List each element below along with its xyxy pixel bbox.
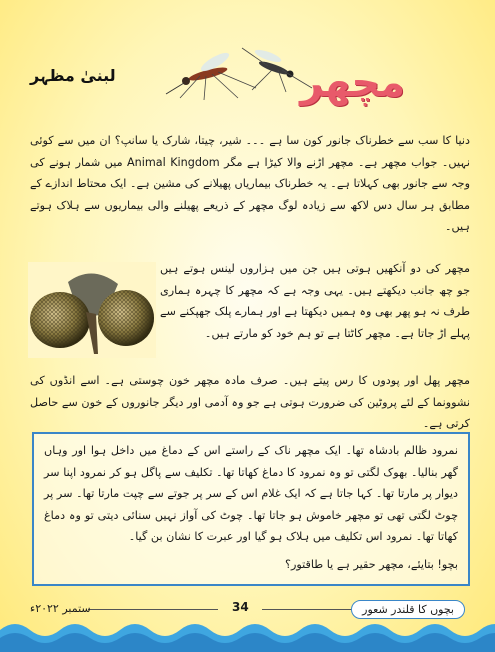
blood-paragraph: مچھر پھل اور پودوں کا رس پیتے ہیں۔ صرف مادہ مچھر خون چوستی ہے۔ اسے انڈوں کی نشوونما کے لئے پروٹین کی ضرورت ہوتی ہے جو وہ آدمی اور دیگر جانوروں کے خون سے حاصل کرتی ہے۔ bbox=[30, 374, 470, 430]
page-number: 34 bbox=[232, 600, 249, 614]
mosquito-eye-image bbox=[28, 262, 156, 358]
wave-border bbox=[0, 618, 495, 652]
story-text: نمرود ظالم بادشاہ تھا۔ ایک مچھر ناک کے راستے اس کے دماغ میں داخل ہوا اور وہاں گھر بنالیا۔ بھوک لگتی تو وہ نمرود کا دماغ کھاتا تھا۔ تکلیف سے پاگل ہو کر نمرود اپنا سر دیوار پر مارتا تھا۔ کہا جاتا ہے کہ ایک غلام اس کے سر پر جوتے سے چپت مارتا تھا۔ سر پر چوٹ لگتی تھی تو مچھر خاموش ہو جاتا تھا۔ چوٹ کی آواز نہیں سنائی دیتی تو وہ دماغ کھاتا تھا۔ نمرود اس تکلیف میں ہلاک ہو گیا اور عبرت کا نشان بن گیا۔ bbox=[44, 444, 458, 543]
story-box bbox=[32, 432, 470, 586]
eyes-paragraph: مچھر کی دو آنکھیں ہوتی ہیں جن میں ہزاروں لینس ہوتے ہیں جو چھ جانب دیکھتے ہیں۔ یہی وجہ ہے کہ مچھر کا چہرہ ہماری طرف نہ ہو پھر بھی وہ ہمیں دیکھتا ہے اور ہمارے پلک جھپکنے سے پہلے اڑ جاتا ہے۔ مچھر کاٹتا ہے تو ہم خود کو مارتے ہیں۔ bbox=[160, 262, 470, 340]
intro-paragraph: دنیا کا سب سے خطرناک جانور کون سا ہے ۔۔۔ شیر، چیتا، شارک یا سانپ؟ ان میں سے کوئی نہیں۔ جواب مچھر ہے۔ مچھر اڑنے والا کیڑا ہے مگر Animal Kingdom میں شمار ہونے کی وجہ سے جانور بھی کہلاتا ہے۔ یہ خطرناک بیماریاں پھیلانے کی مشین ہے۔ ایک محتاط اندازے کے مطابق ہر سال دس لاکھ سے زیادہ لوگ مچھر کے ذریعے پھیلنے والی بیماریوں سے ہلاک ہوتے ہیں۔ bbox=[30, 134, 470, 233]
story-question: بچو! بتایئے، مچھر حقیر ہے یا طاقتور؟ bbox=[285, 557, 458, 571]
magazine-name: بچوں کا قلندر شعور bbox=[351, 600, 465, 619]
issue-date: ستمبر ۲۰۲۲ء bbox=[30, 602, 91, 615]
footer-rule-left bbox=[88, 609, 218, 610]
author-name: لبنیٰ مظہر bbox=[30, 66, 116, 85]
article-title: مچھر bbox=[300, 60, 405, 106]
